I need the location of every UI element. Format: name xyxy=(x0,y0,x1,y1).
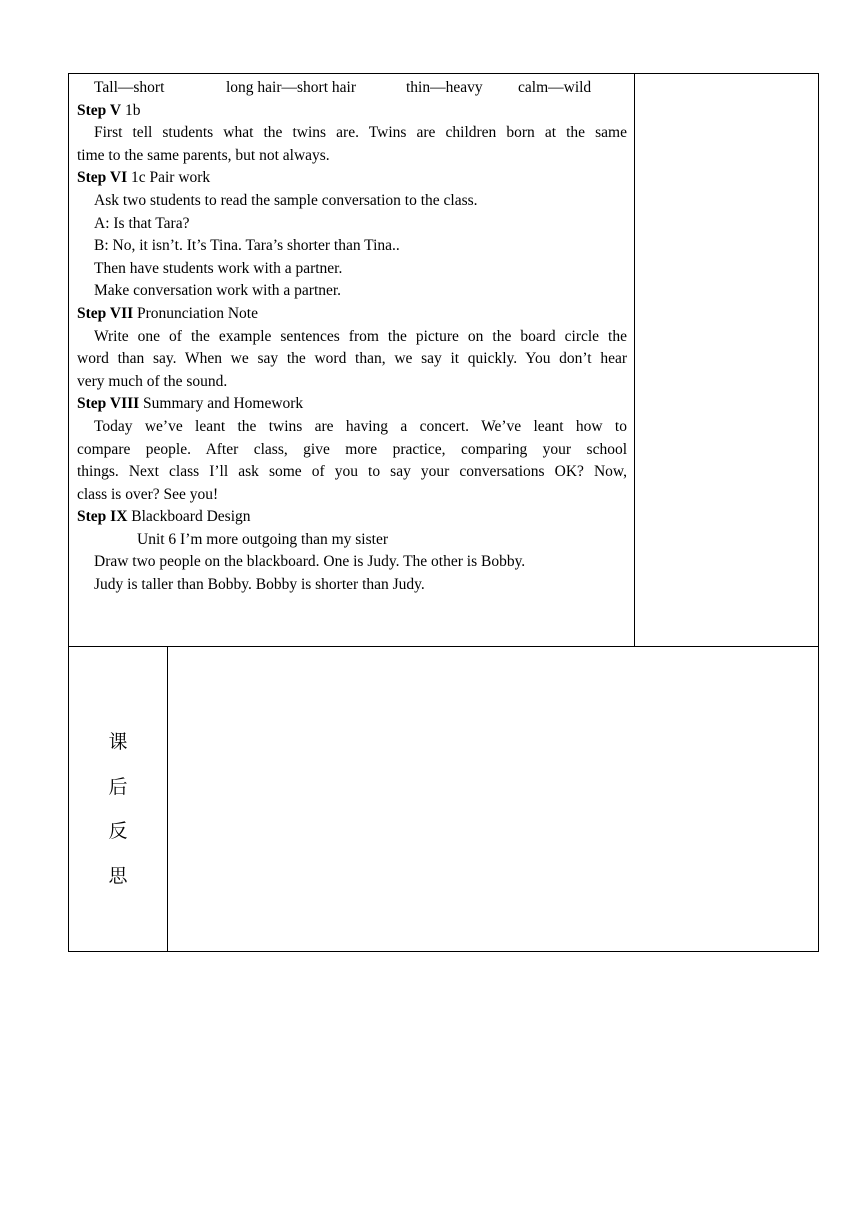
step-label: Step VII xyxy=(77,304,134,322)
paragraph-line: B: No, it isn’t. It’s Tina. Tara’s shorter than Tina.. xyxy=(94,237,400,255)
step-title: Pronunciation Note xyxy=(133,304,258,322)
vocab-pair: long hair—short hair xyxy=(226,79,357,96)
paragraph-line: A: Is that Tara? xyxy=(94,214,190,232)
reflection-label xyxy=(68,727,168,905)
blackboard-unit-title: Unit 6 I’m more outgoing than my sister xyxy=(137,530,388,548)
step-heading xyxy=(77,506,627,529)
step-label: Step VIII xyxy=(77,395,140,413)
step-title: 1b xyxy=(121,101,141,119)
reflection-body-cell xyxy=(167,646,819,952)
paragraph-line: word than say. When we say the word than, we say it quickly. You don’t hear xyxy=(77,350,627,368)
step-title: Summary and Homework xyxy=(139,395,304,413)
step-title: 1c Pair work xyxy=(127,169,211,187)
step-label: Step IX xyxy=(77,508,128,526)
step-label: Step V xyxy=(77,101,122,119)
paragraph-line: First tell students what the twins are. Twins are children born at the same xyxy=(94,124,627,142)
reflection-char: 思 xyxy=(108,864,128,887)
step-title: Blackboard Design xyxy=(127,508,251,526)
paragraph-line: things. Next class I’ll ask some of you to say your conversations OK? Now, xyxy=(77,463,627,481)
reflection-char: 后 xyxy=(108,775,128,798)
vocab-pair: calm—wild xyxy=(518,79,592,96)
step-label: Step VI xyxy=(77,169,128,187)
paragraph-line: Then have students work with a partner. xyxy=(94,259,343,277)
step-heading xyxy=(77,167,627,190)
step-heading xyxy=(77,303,627,326)
paragraph-line: Write one of the example sentences from the picture on the board circle the xyxy=(94,327,627,345)
step-heading xyxy=(77,100,627,123)
paragraph-line: class is over? See you! xyxy=(77,485,219,503)
vocab-pair: thin—heavy xyxy=(406,79,483,96)
lesson-content xyxy=(77,77,627,597)
step-heading xyxy=(77,393,627,416)
reflection-char: 反 xyxy=(108,820,128,842)
paragraph-line: very much of the sound. xyxy=(77,372,228,390)
paragraph-line: compare people. After class, give more practice, comparing your school xyxy=(77,440,627,458)
paragraph-line: Make conversation work with a partner. xyxy=(94,282,342,300)
notes-cell xyxy=(634,73,819,647)
vocab-pair: Tall—short xyxy=(94,79,165,96)
paragraph-line: Today we’ve leant the twins are having a concert. We’ve leant how to xyxy=(94,417,627,435)
paragraph-line: Draw two people on the blackboard. One is Judy. The other is Bobby. xyxy=(94,553,526,571)
vocab-pairs-line xyxy=(77,77,627,100)
paragraph-line: time to the same parents, but not always. xyxy=(77,146,330,164)
paragraph-line: Judy is taller than Bobby. Bobby is shorter than Judy. xyxy=(94,576,425,594)
reflection-char: 课 xyxy=(108,731,128,753)
paragraph-line: Ask two students to read the sample conversation to the class. xyxy=(94,191,478,209)
